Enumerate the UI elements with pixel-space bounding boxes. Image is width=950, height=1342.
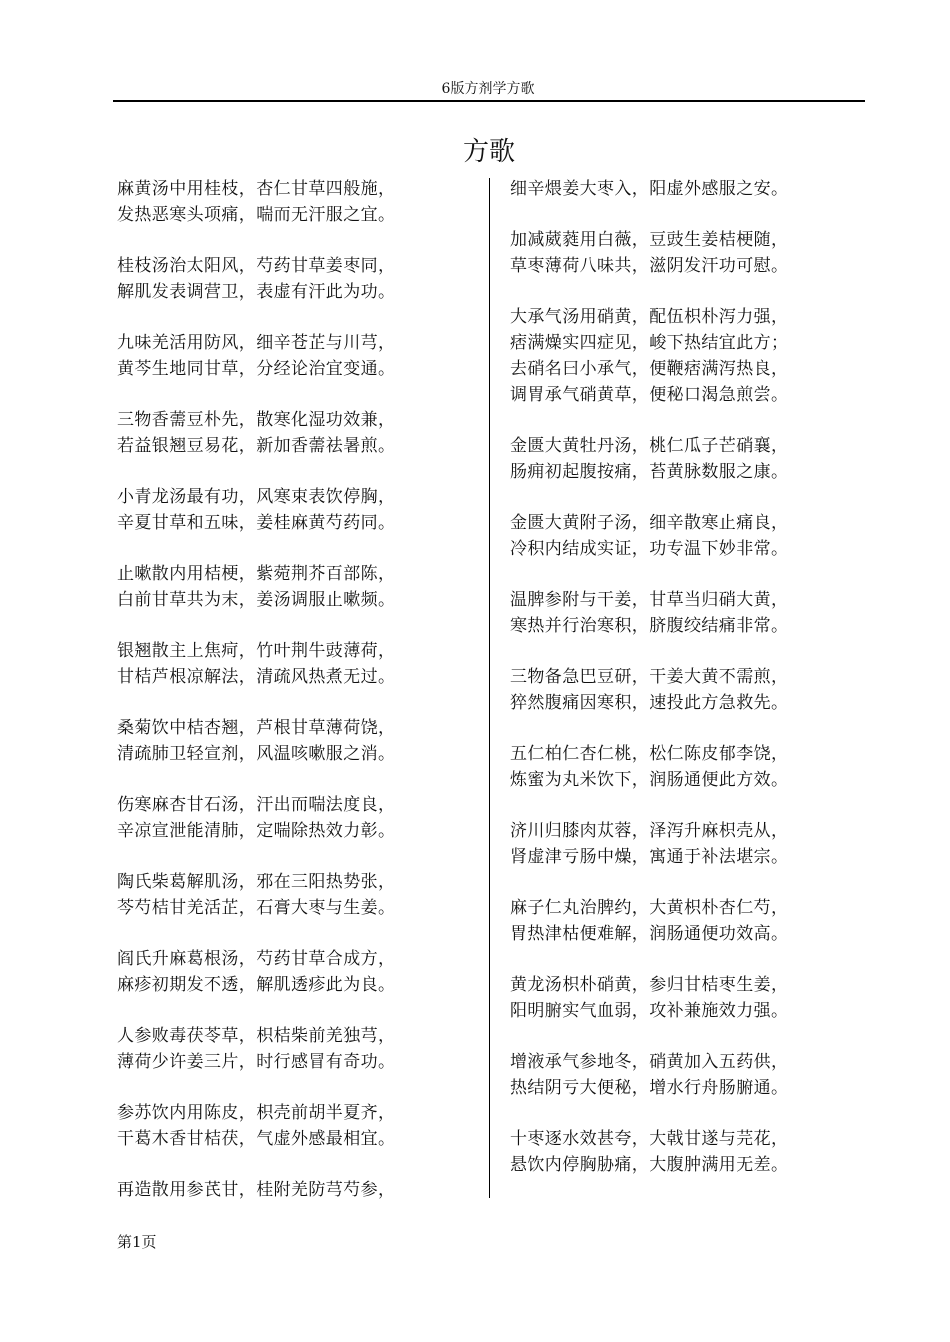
verse-line: 五仁柏仁杏仁桃，松仁陈皮郁李饶， (510, 744, 789, 764)
verse-line: 三物备急巴豆研，干姜大黄不需煎， (510, 667, 789, 687)
verse-line: 增液承气参地冬，硝黄加入五药供， (510, 1052, 789, 1072)
verse-line: 肾虚津亏肠中燥，寓通于补法堪宗。 (510, 847, 789, 867)
verse-line: 白前甘草共为末，姜汤调服止嗽频。 (117, 590, 396, 610)
verse-line: 金匮大黄牡丹汤，桃仁瓜子芒硝襄， (510, 436, 789, 456)
verse-line: 桑菊饮中桔杏翘，芦根甘草薄荷饶， (117, 718, 396, 738)
left-column (117, 176, 467, 1228)
verse (117, 561, 467, 613)
verse-line: 参苏饮内用陈皮，枳壳前胡半夏齐， (117, 1103, 396, 1123)
verse-line: 人参败毒茯苓草，枳桔柴前羌独芎， (117, 1026, 396, 1046)
verse-line: 银翘散主上焦疴，竹叶荆牛豉薄荷， (117, 641, 396, 661)
verse-line: 止嗽散内用桔梗，紫菀荆芥百部陈， (117, 564, 396, 584)
verse-line: 干葛木香甘桔茯，气虚外感最相宜。 (117, 1129, 396, 1149)
verse (510, 433, 860, 485)
verse (510, 1126, 860, 1178)
verse-line: 去硝名曰小承气，便鞭痞满泻热良， (510, 359, 789, 379)
page-title: 方歌 (462, 137, 515, 167)
verse-line: 肠痈初起腹按痛，苔黄脉数服之康。 (510, 462, 789, 482)
verse (510, 176, 860, 202)
verse-line: 大承气汤用硝黄，配伍枳朴泻力强， (510, 307, 789, 327)
verse-line: 辛凉宣泄能清肺，定喘除热效力彰。 (117, 821, 396, 841)
verse (510, 895, 860, 947)
verse-line: 金匮大黄附子汤，细辛散寒止痛良， (510, 513, 789, 533)
header-rule (113, 100, 865, 102)
verse-line: 炼蜜为丸米饮下，润肠通便此方效。 (510, 770, 789, 790)
verse-line: 辛夏甘草和五味，姜桂麻黄芍药同。 (117, 513, 396, 533)
verse (117, 176, 467, 228)
verse-line: 麻黄汤中用桂枝，杏仁甘草四般施， (117, 179, 396, 199)
verse-line: 小青龙汤最有功，风寒束表饮停胸， (117, 487, 396, 507)
verse-line: 温脾参附与干姜，甘草当归硝大黄， (510, 590, 789, 610)
verse-line: 济川归膝肉苁蓉，泽泻升麻枳壳从， (510, 821, 789, 841)
verse-line: 调胃承气硝黄草，便秘口渴急煎尝。 (510, 385, 789, 405)
verse-line: 热结阴亏大便秘，增水行舟肠腑通。 (510, 1078, 789, 1098)
verse (117, 407, 467, 459)
verse (510, 664, 860, 716)
running-header: 6版方剂学方歌 (441, 81, 535, 97)
verse-line: 再造散用参芪甘，桂附羌防芎芍参， (117, 1180, 396, 1200)
right-column (510, 176, 860, 1203)
verse-line: 伤寒麻杏甘石汤，汗出而喘法度良， (117, 795, 396, 815)
verse (510, 304, 860, 408)
verse-line: 麻疹初期发不透，解肌透疹此为良。 (117, 975, 396, 995)
column-divider (489, 178, 490, 1198)
verse-line: 麻子仁丸治脾约，大黄枳朴杏仁芍， (510, 898, 789, 918)
verse-line: 解肌发表调营卫，表虚有汗此为功。 (117, 282, 396, 302)
verse (510, 972, 860, 1024)
verse-line: 发热恶寒头项痛，喘而无汗服之宜。 (117, 205, 396, 225)
verse-line: 阳明腑实气血弱，攻补兼施效力强。 (510, 1001, 789, 1021)
verse (510, 227, 860, 279)
verse (510, 587, 860, 639)
verse (510, 818, 860, 870)
verse-line: 若益银翘豆易花，新加香薷祛暑煎。 (117, 436, 396, 456)
verse (510, 741, 860, 793)
verse-line: 猝然腹痛因寒积，速投此方急救先。 (510, 693, 789, 713)
verse-line: 痞满燥实四症见，峻下热结宜此方； (510, 333, 789, 353)
verse-line: 黄芩生地同甘草，分经论治宜变通。 (117, 359, 396, 379)
verse-line: 悬饮内停胸胁痛，大腹肿满用无差。 (510, 1155, 789, 1175)
verse (510, 1049, 860, 1101)
verse-line: 冷积内结成实证，功专温下妙非常。 (510, 539, 789, 559)
verse (117, 946, 467, 998)
verse (117, 1177, 467, 1203)
verse (117, 715, 467, 767)
verse (117, 330, 467, 382)
verse-line: 桂枝汤治太阳风，芍药甘草姜枣同， (117, 256, 396, 276)
verse (117, 638, 467, 690)
verse (117, 1023, 467, 1075)
verse-line: 细辛煨姜大枣入，阳虚外感服之安。 (510, 179, 789, 199)
verse-line: 清疏肺卫轻宣剂，风温咳嗽服之消。 (117, 744, 396, 764)
verse (117, 1100, 467, 1152)
verse-line: 十枣逐水效甚夸，大戟甘遂与芫花， (510, 1129, 789, 1149)
verse-line: 薄荷少许姜三片，时行感冒有奇功。 (117, 1052, 396, 1072)
verse (117, 792, 467, 844)
verse-line: 陶氏柴葛解肌汤，邪在三阳热势张， (117, 872, 396, 892)
verse-line: 黄龙汤枳朴硝黄，参归甘桔枣生姜， (510, 975, 789, 995)
verse-line: 阎氏升麻葛根汤，芍药甘草合成方， (117, 949, 396, 969)
verse-line: 芩芍桔甘羌活芷，石膏大枣与生姜。 (117, 898, 396, 918)
verse (117, 869, 467, 921)
verse-line: 草枣薄荷八味共，滋阴发汗功可慰。 (510, 256, 789, 276)
verse-line: 胃热津枯便难解，润肠通便功效高。 (510, 924, 789, 944)
verse-line: 九味羌活用防风，细辛苍芷与川芎， (117, 333, 396, 353)
verse-line: 加减葳蕤用白薇，豆豉生姜桔梗随， (510, 230, 789, 250)
verse-line: 寒热并行治寒积，脐腹绞结痛非常。 (510, 616, 789, 636)
page-number: 第1页 (117, 1233, 157, 1251)
verse (510, 510, 860, 562)
verse-line: 甘桔芦根凉解法，清疏风热煮无过。 (117, 667, 396, 687)
verse (117, 484, 467, 536)
verse-line: 三物香薷豆朴先，散寒化湿功效兼， (117, 410, 396, 430)
verse (117, 253, 467, 305)
